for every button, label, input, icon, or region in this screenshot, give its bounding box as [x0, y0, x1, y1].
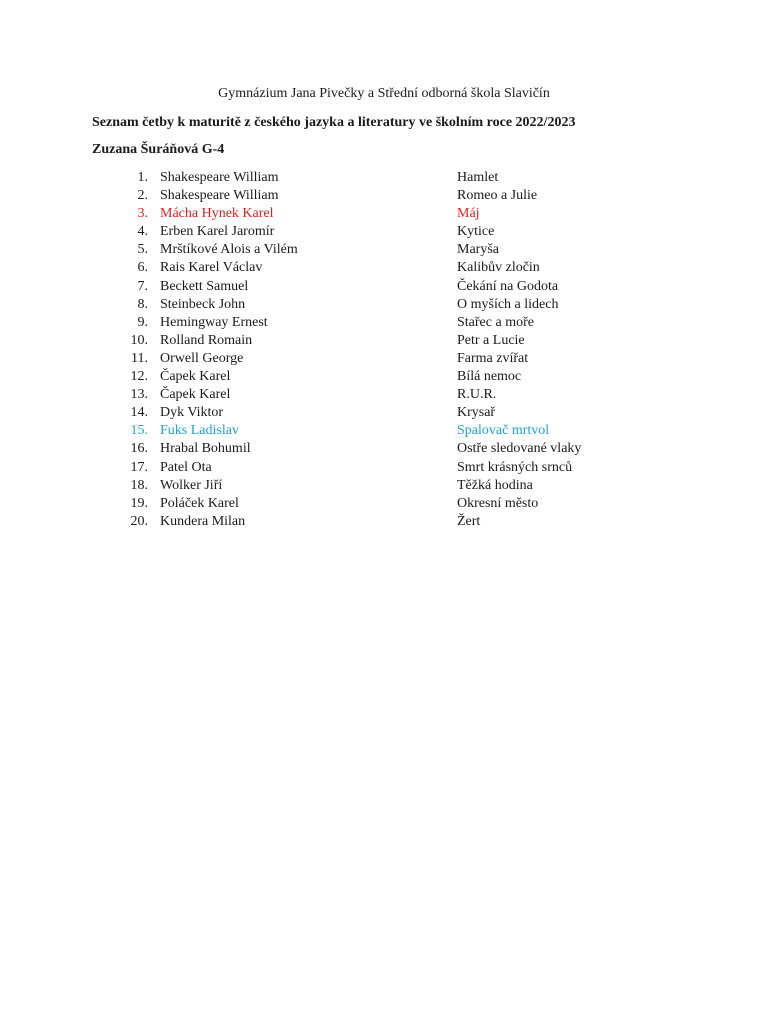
item-number: 18.: [130, 477, 148, 493]
item-author: Mácha Hynek Karel: [160, 206, 274, 222]
list-item: [0, 422, 768, 440]
list-item: [0, 404, 768, 422]
item-work-title: Bílá nemoc: [457, 369, 522, 385]
item-number: 13.: [130, 387, 148, 403]
student-name: Zuzana Šuráňová G-4: [92, 142, 225, 157]
item-work-title: R.U.R.: [457, 387, 497, 403]
item-author: Hemingway Ernest: [160, 314, 268, 330]
item-work-title: Žert: [457, 513, 481, 529]
item-number: 17.: [130, 459, 148, 475]
item-author: Poláček Karel: [160, 495, 239, 511]
item-author: Rais Karel Václav: [160, 260, 263, 276]
item-author: Patel Ota: [160, 459, 212, 475]
item-number: 19.: [130, 495, 148, 511]
reading-list: [0, 169, 768, 531]
item-work-title: Romeo a Julie: [457, 188, 538, 204]
item-work-title: Okresní město: [457, 495, 539, 511]
item-work-title: Smrt krásných srnců: [457, 459, 573, 475]
list-item: [0, 477, 768, 495]
item-work-title: Ostře sledované vlaky: [457, 441, 582, 457]
item-author: Shakespeare William: [160, 188, 279, 204]
item-author: Steinbeck John: [160, 296, 246, 312]
item-number: 7.: [137, 278, 148, 294]
list-item: [0, 332, 768, 350]
list-item: [0, 386, 768, 404]
item-work-title: Čekání na Godota: [457, 278, 559, 294]
item-work-title: Kytice: [457, 224, 495, 240]
item-work-title: Maryša: [457, 242, 499, 258]
item-number: 1.: [137, 170, 148, 185]
item-work-title: Máj: [457, 206, 480, 222]
item-author: Hrabal Bohumil: [160, 441, 251, 457]
item-work-title: O myších a lidech: [457, 296, 559, 312]
item-author: Erben Karel Jaromír: [160, 224, 275, 240]
item-number: 6.: [137, 260, 148, 276]
item-number: 2.: [137, 188, 148, 204]
list-item: [0, 440, 768, 458]
list-item: [0, 459, 768, 477]
list-item: [0, 187, 768, 205]
item-author: Fuks Ladislav: [160, 423, 239, 439]
item-author: Rolland Romain: [160, 332, 253, 348]
item-number: 12.: [130, 369, 148, 385]
item-number: 5.: [137, 242, 148, 258]
item-author: Kundera Milan: [160, 513, 246, 529]
item-number: 16.: [130, 441, 148, 457]
item-work-title: Těžká hodina: [457, 477, 533, 493]
item-work-title: Kalibův zločin: [457, 260, 540, 276]
list-item: [0, 241, 768, 259]
list-item: [0, 314, 768, 332]
list-title: Seznam četby k maturitě z českého jazyka a literatury ve školním roce 2022/2023: [92, 115, 576, 130]
item-number: 9.: [137, 314, 148, 330]
list-item: [0, 223, 768, 241]
item-number: 10.: [130, 332, 148, 348]
item-work-title: Stařec a moře: [457, 314, 534, 330]
item-author: Mrštíkové Alois a Vilém: [160, 242, 298, 258]
item-author: Wolker Jiří: [160, 477, 223, 493]
list-item: [0, 259, 768, 277]
list-item: [0, 169, 768, 187]
item-work-title: Spalovač mrtvol: [457, 423, 550, 439]
item-number: 15.: [130, 423, 148, 439]
item-work-title: Hamlet: [457, 170, 499, 185]
item-work-title: Krysař: [457, 405, 496, 421]
list-item: [0, 513, 768, 531]
item-number: 11.: [131, 350, 148, 366]
item-work-title: Farma zvířat: [457, 350, 529, 366]
item-number: 4.: [137, 224, 148, 240]
item-author: Čapek Karel: [160, 387, 231, 403]
list-item: [0, 495, 768, 513]
item-number: 3.: [137, 206, 148, 222]
list-item: [0, 368, 768, 386]
item-author: Čapek Karel: [160, 369, 231, 385]
list-item: [0, 296, 768, 314]
item-number: 20.: [130, 513, 148, 529]
item-author: Shakespeare William: [160, 170, 279, 185]
item-author: Dyk Viktor: [160, 405, 224, 421]
list-item: [0, 205, 768, 223]
item-author: Orwell George: [160, 350, 244, 366]
item-number: 8.: [137, 296, 148, 312]
item-number: 14.: [130, 405, 148, 421]
list-item: [0, 350, 768, 368]
list-item: [0, 278, 768, 296]
school-header: Gymnázium Jana Pivečky a Střední odborná škola Slavičín: [218, 86, 550, 101]
item-work-title: Petr a Lucie: [457, 332, 525, 348]
item-author: Beckett Samuel: [160, 278, 249, 294]
